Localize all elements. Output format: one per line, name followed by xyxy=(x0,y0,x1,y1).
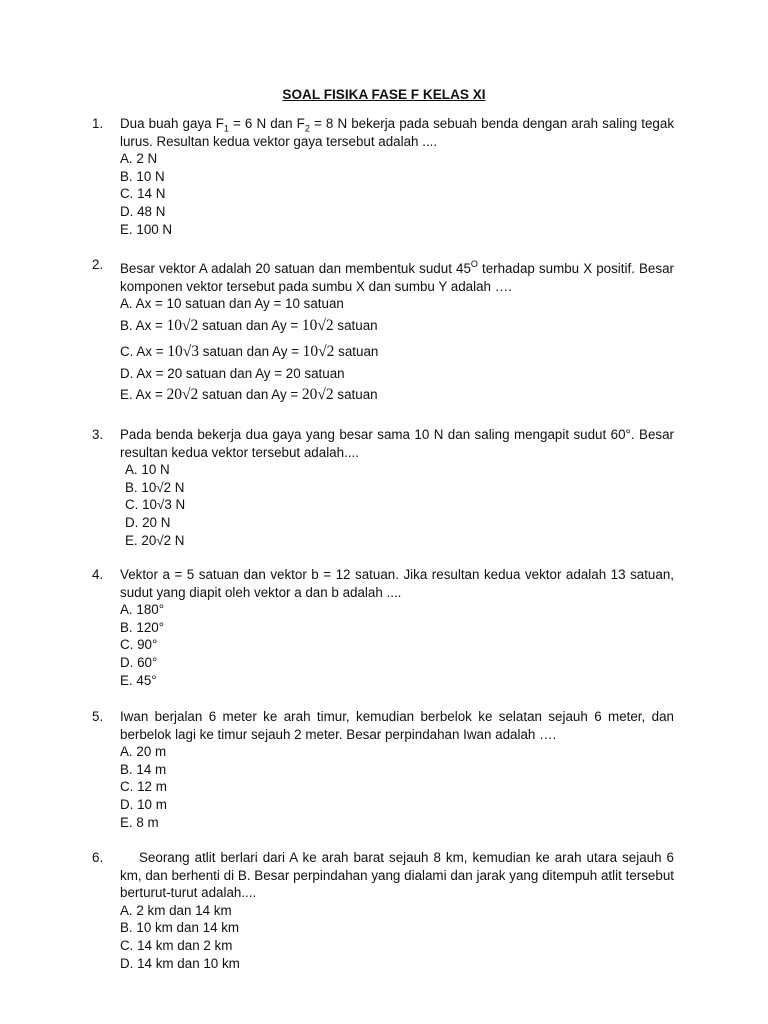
question-stem: Vektor a = 5 satuan dan vektor b = 12 satuan. Jika resultan kedua vektor adalah 13 satuan, sudut yang diapit oleh vektor a dan b adalah .... xyxy=(120,567,674,600)
question-number: 2. xyxy=(92,257,104,272)
answer-option-b[interactable]: B. 120° xyxy=(120,619,165,635)
question-1 xyxy=(92,115,674,238)
question-stem: Besar vektor A adalah 20 satuan dan membentuk sudut $45^O$ terhadap sumbu X positif. Besar komponen vektor tersebut pada sumbu X dan sumbu Y adalah …. xyxy=(120,259,674,294)
answer-option-b[interactable]: B. 10√2 N xyxy=(125,479,185,495)
question-number: 5. xyxy=(92,709,104,724)
answer-options xyxy=(120,601,674,689)
answer-option-d[interactable]: D. 20 N xyxy=(125,514,171,530)
answer-option-e[interactable]: E. 20√2 N xyxy=(125,532,185,548)
answer-option-e[interactable]: E. Ax = 20√2 satuan dan Ay = 20√2 satuan xyxy=(120,386,378,404)
answer-option-e[interactable]: E. 45° xyxy=(120,672,157,688)
answer-option-d[interactable]: D. 10 m xyxy=(120,796,167,812)
question-5 xyxy=(92,708,674,831)
answer-option-c[interactable]: C. 10√3 N xyxy=(125,497,186,513)
answer-option-a[interactable]: A. 180° xyxy=(120,602,165,618)
page-title: SOAL FISIKA FASE F KELAS XI xyxy=(282,87,486,102)
question-number: 6. xyxy=(92,850,104,865)
answer-option-e[interactable]: E. 100 N xyxy=(120,221,173,237)
answer-option-b[interactable]: B. 14 m xyxy=(120,761,167,777)
question-2 xyxy=(92,256,674,408)
question-stem: Seorang atlit berlari dari A ke arah barat sejauh 8 km, kemudian ke arah utara sejauh 6 km, dan berhenti di B. Besar perpindahan yang dialami dan jarak yang ditempuh atlit tersebut berturut-turut adalah.... xyxy=(120,850,674,901)
answer-options xyxy=(120,743,674,831)
answer-option-a[interactable]: A. 20 m xyxy=(120,744,167,760)
question-stem: Dua buah gaya $F_1 = 6$ N dan $F_2 = 8$ N bekerja pada sebuah benda dengan arah saling tegak lurus. Resultan kedua vektor gaya tersebut adalah .... xyxy=(120,116,675,149)
answer-option-c[interactable]: C. 12 m xyxy=(120,779,167,795)
answer-option-e[interactable]: E. 8 m xyxy=(120,814,159,830)
answer-option-d[interactable]: D. 48 N xyxy=(120,203,166,219)
answer-option-b[interactable]: B. 10 km dan 14 km xyxy=(120,920,240,936)
answer-option-c[interactable]: C. 14 N xyxy=(120,186,166,202)
question-number: 1. xyxy=(92,116,104,131)
answer-options xyxy=(120,902,674,972)
answer-option-c[interactable]: C. Ax = 10√3 satuan dan Ay = 10√2 satuan xyxy=(120,342,379,360)
answer-option-a[interactable]: A. 2 km dan 14 km xyxy=(120,902,232,918)
answer-option-a[interactable]: A. 10 N xyxy=(125,462,170,478)
question-6 xyxy=(92,849,674,972)
question-4 xyxy=(92,566,674,689)
answer-options xyxy=(120,461,674,549)
answer-option-d[interactable]: D. 14 km dan 10 km xyxy=(120,955,240,971)
question-stem: Pada benda bekerja dua gaya yang besar sama 10 N dan saling mengapit sudut 60°. Besar resultan kedua vektor tersebut adalah.... xyxy=(120,427,674,460)
answer-options xyxy=(120,295,674,408)
answer-options xyxy=(120,150,674,238)
answer-option-d[interactable]: D. Ax = 20 satuan dan Ay = 20 satuan xyxy=(120,365,345,381)
question-number: 4. xyxy=(92,567,104,582)
question-number: 3. xyxy=(92,427,104,442)
answer-option-b[interactable]: B. 10 N xyxy=(120,168,165,184)
answer-option-a[interactable]: A. Ax = 10 satuan dan Ay = 10 satuan xyxy=(120,296,344,312)
answer-option-d[interactable]: D. 60° xyxy=(120,654,158,670)
answer-option-c[interactable]: C. 14 km dan 2 km xyxy=(120,937,233,953)
question-3 xyxy=(92,426,674,549)
question-stem: Iwan berjalan 6 meter ke arah timur, kemudian berbelok ke selatan sejauh 6 meter, dan berbelok lagi ke timur sejauh 2 meter. Besar perpindahan Iwan adalah …. xyxy=(120,709,674,742)
answer-option-c[interactable]: C. 90° xyxy=(120,637,158,653)
answer-option-b[interactable]: B. Ax = 10√2 satuan dan Ay = 10√2 satuan xyxy=(120,316,378,334)
answer-option-a[interactable]: A. 2 N xyxy=(120,151,158,167)
